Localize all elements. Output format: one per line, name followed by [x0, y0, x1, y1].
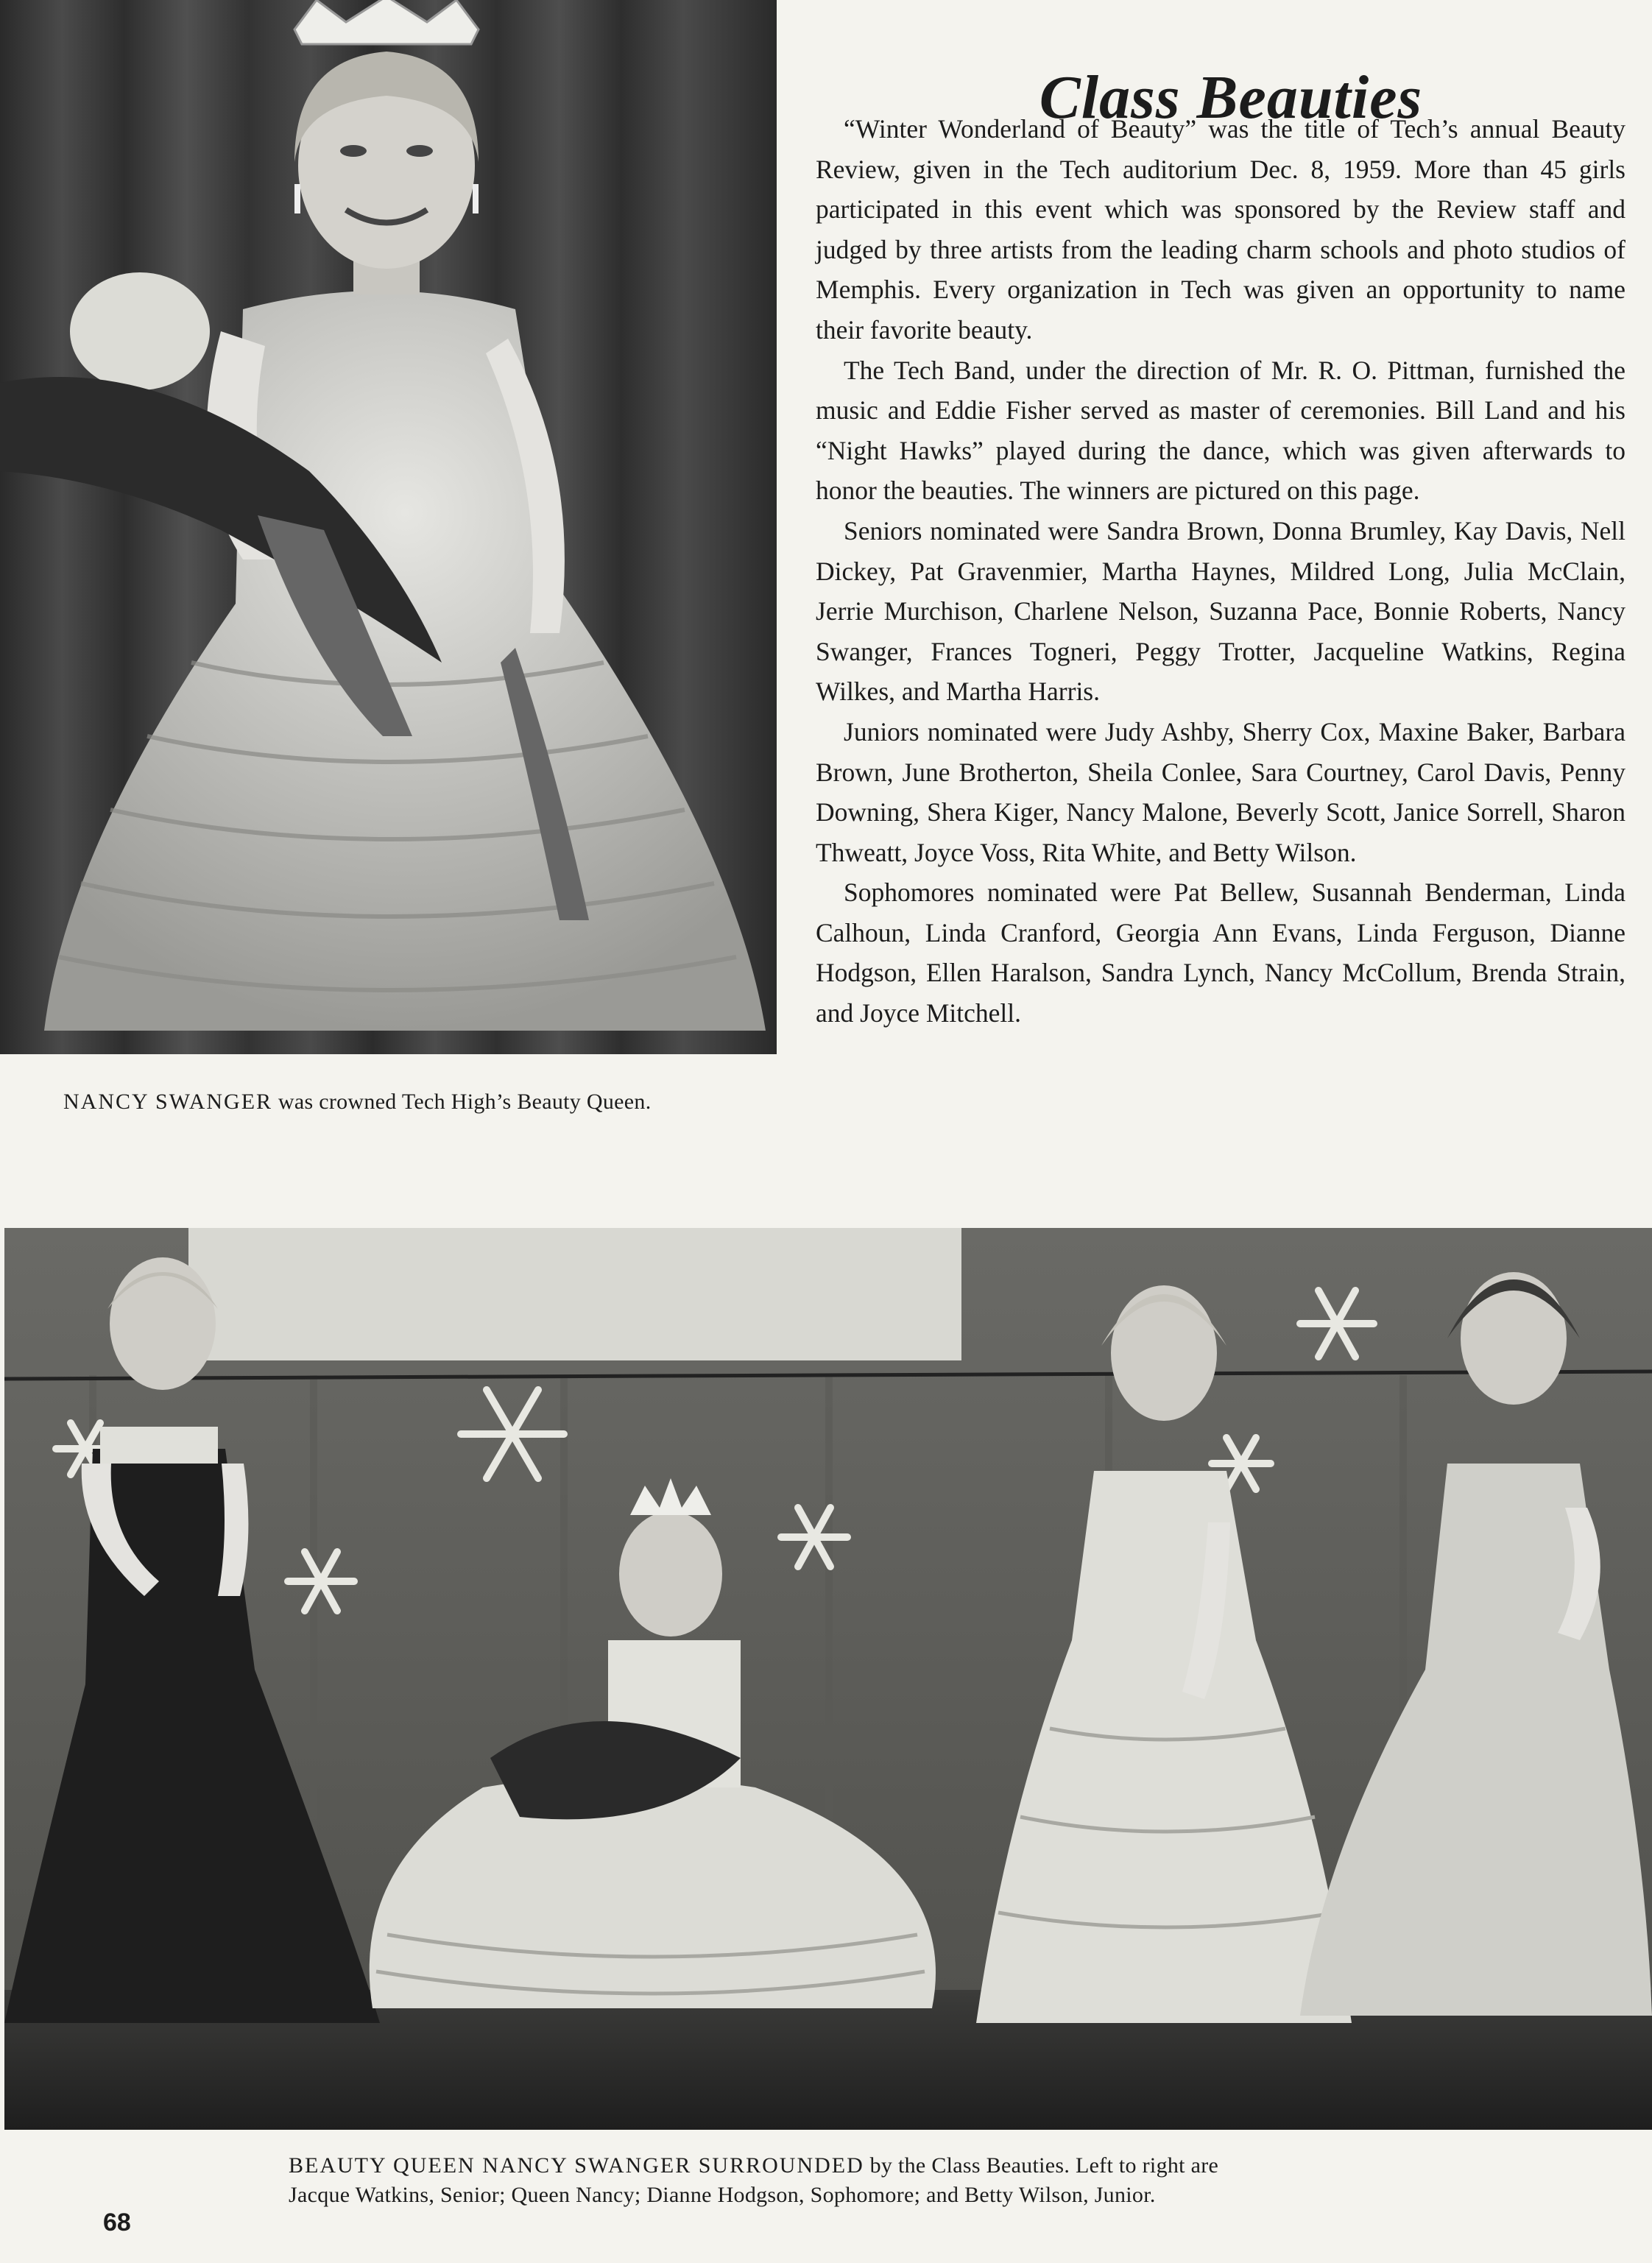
article-paragraph-juniors: Juniors nominated were Judy Ashby, Sherry Cox, Maxine Baker, Barbara Brown, June Brotherton, Sheila Conlee, Sara Courtney, Carol Davis, Penny Downing, Shera Kiger, Nancy Malone, Beverly Scott, Janice Sorrell, Sharon Thweatt, Joyce Voss, Rita White, and Betty Wilson.: [816, 716, 1625, 867]
queen-portrait-photo: [0, 0, 777, 1054]
top-caption-rest: was crowned Tech High’s Beauty Queen.: [272, 1090, 652, 1114]
bottom-caption-line1-rest: by the Class Beauties. Left to right are: [864, 2153, 1219, 2178]
article-paragraph-band: The Tech Band, under the direction of Mr. R. O. Pittman, furnished the music and Eddie Fisher served as master of ceremonies. Bill Land and his “Night Hawks” played during the dance, which was given afterwards to honor the beauties. The winners are pictured on this page.: [816, 355, 1625, 506]
bottom-caption-line-1: [289, 2151, 1408, 2181]
bottom-caption-lead: BEAUTY QUEEN NANCY SWANGER SURROUNDED: [289, 2153, 864, 2178]
bottom-photo-caption: [289, 2151, 1408, 2210]
article-paragraph-seniors: Seniors nominated were Sandra Brown, Donna Brumley, Kay Davis, Nell Dickey, Pat Gravenmier, Martha Haynes, Mildred Long, Julia McClain, Jerrie Murchison, Charlene Nelson, Suzanna Pace, Bonnie Roberts, Nancy Swanger, Frances Togneri, Peggy Trotter, Jacqueline Watkins, Regina Wilkes, and Martha Harris.: [816, 515, 1625, 707]
article-paragraph-sophomores: Sophomores nominated were Pat Bellew, Susannah Benderman, Linda Calhoun, Linda Cranford, Georgia Ann Evans, Linda Ferguson, Dianne Hodgson, Ellen Haralson, Sandra Lynch, Nancy McCollum, Brenda Strain, and Joyce Mitchell.: [816, 878, 1625, 1028]
queen-portrait-illustration: [0, 0, 777, 1054]
class-beauties-group-photo: [4, 1228, 1652, 2130]
group-photo-illustration: [4, 1228, 1652, 2130]
page-title: Class Beauties: [1039, 63, 1423, 133]
page-number: 68: [103, 2209, 131, 2236]
bottom-caption-line-2: Jacque Watkins, Senior; Queen Nancy; Dianne Hodgson, Sophomore; and Betty Wilson, Junior.: [289, 2183, 1156, 2207]
top-photo-caption: [63, 1090, 770, 1115]
article-body: [816, 109, 1625, 1034]
top-caption-lead: NANCY SWANGER: [63, 1090, 273, 1114]
article-paragraph-intro: “Winter Wonderland of Beauty” was the title of Tech’s annual Beauty Review, given in the Tech auditorium Dec. 8, 1959. More than 45 girls participated in this event which was sponsored by the Review staff and judged by three artists from the leading charm schools and photo studios of Memphis. Every organization in Tech was given an opportunity to name their favorite beauty.: [816, 114, 1625, 345]
